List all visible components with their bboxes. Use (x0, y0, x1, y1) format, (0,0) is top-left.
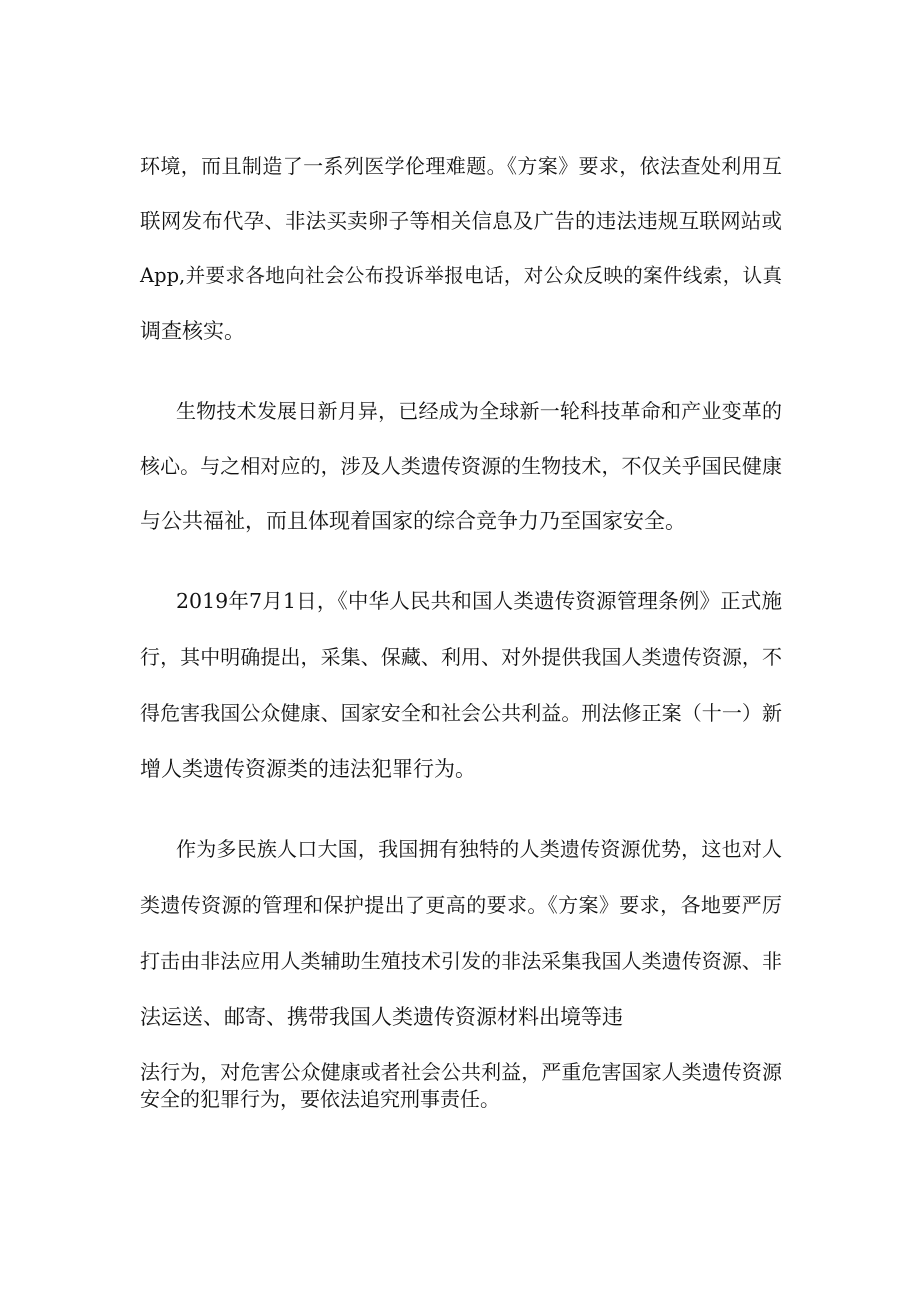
paragraph-2-line-2: 核心。与之相对应的，涉及人类遗传资源的生物技术，不仅关乎国民健康 (140, 454, 782, 478)
paragraph-3-line-4: 增人类遗传资源类的违法犯罪行为。 (140, 757, 476, 781)
paragraph-5-line-1: 法行为，对危害公众健康或者社会公共利益，严重危害国家人类遗传资源 (140, 1060, 782, 1084)
paragraph-3-line-2: 行，其中明确提出，采集、保藏、利用、对外提供我国人类遗传资源，不 (140, 645, 782, 669)
paragraph-1-line-2: 联网发布代孕、非法买卖卵子等相关信息及广告的违法违规互联网站或 (140, 209, 782, 233)
paragraph-4-line-4: 法运送、邮寄、携带我国人类遗传资源材料出境等违 (140, 1005, 623, 1029)
paragraph-4-line-1: 作为多民族人口大国，我国拥有独特的人类遗传资源优势，这也对人 (176, 837, 782, 861)
paragraph-1-line-4: 调查核实。 (140, 319, 245, 343)
paragraph-1-line-3: App,并要求各地向社会公布投诉举报电话，对公众反映的案件线索，认真 (140, 264, 782, 287)
paragraph-1-line-1: 环境，而且制造了一系列医学伦理难题。《方案》要求，依法查处利用互 (140, 154, 782, 178)
paragraph-2-line-3: 与公共福祉，而且体现着国家的综合竞争力乃至国家安全。 (140, 509, 686, 533)
paragraph-4-line-3: 打击由非法应用人类辅助生殖技术引发的非法采集我国人类遗传资源、非 (140, 949, 782, 973)
paragraph-4-line-2: 类遗传资源的管理和保护提出了更高的要求。《方案》要求，各地要严厉 (140, 893, 782, 917)
paragraph-3-line-1: 2019年7月1日，《中华人民共和国人类遗传资源管理条例》正式施 (176, 589, 782, 613)
paragraph-2-line-1: 生物技术发展日新月异，已经成为全球新一轮科技革命和产业变革的 (176, 399, 782, 423)
paragraph-5-line-2: 安全的犯罪行为，要依法追究刑事责任。 (140, 1087, 500, 1111)
paragraph-3-line-3: 得危害我国公众健康、国家安全和社会公共利益。刑法修正案（十一）新 (140, 701, 782, 725)
